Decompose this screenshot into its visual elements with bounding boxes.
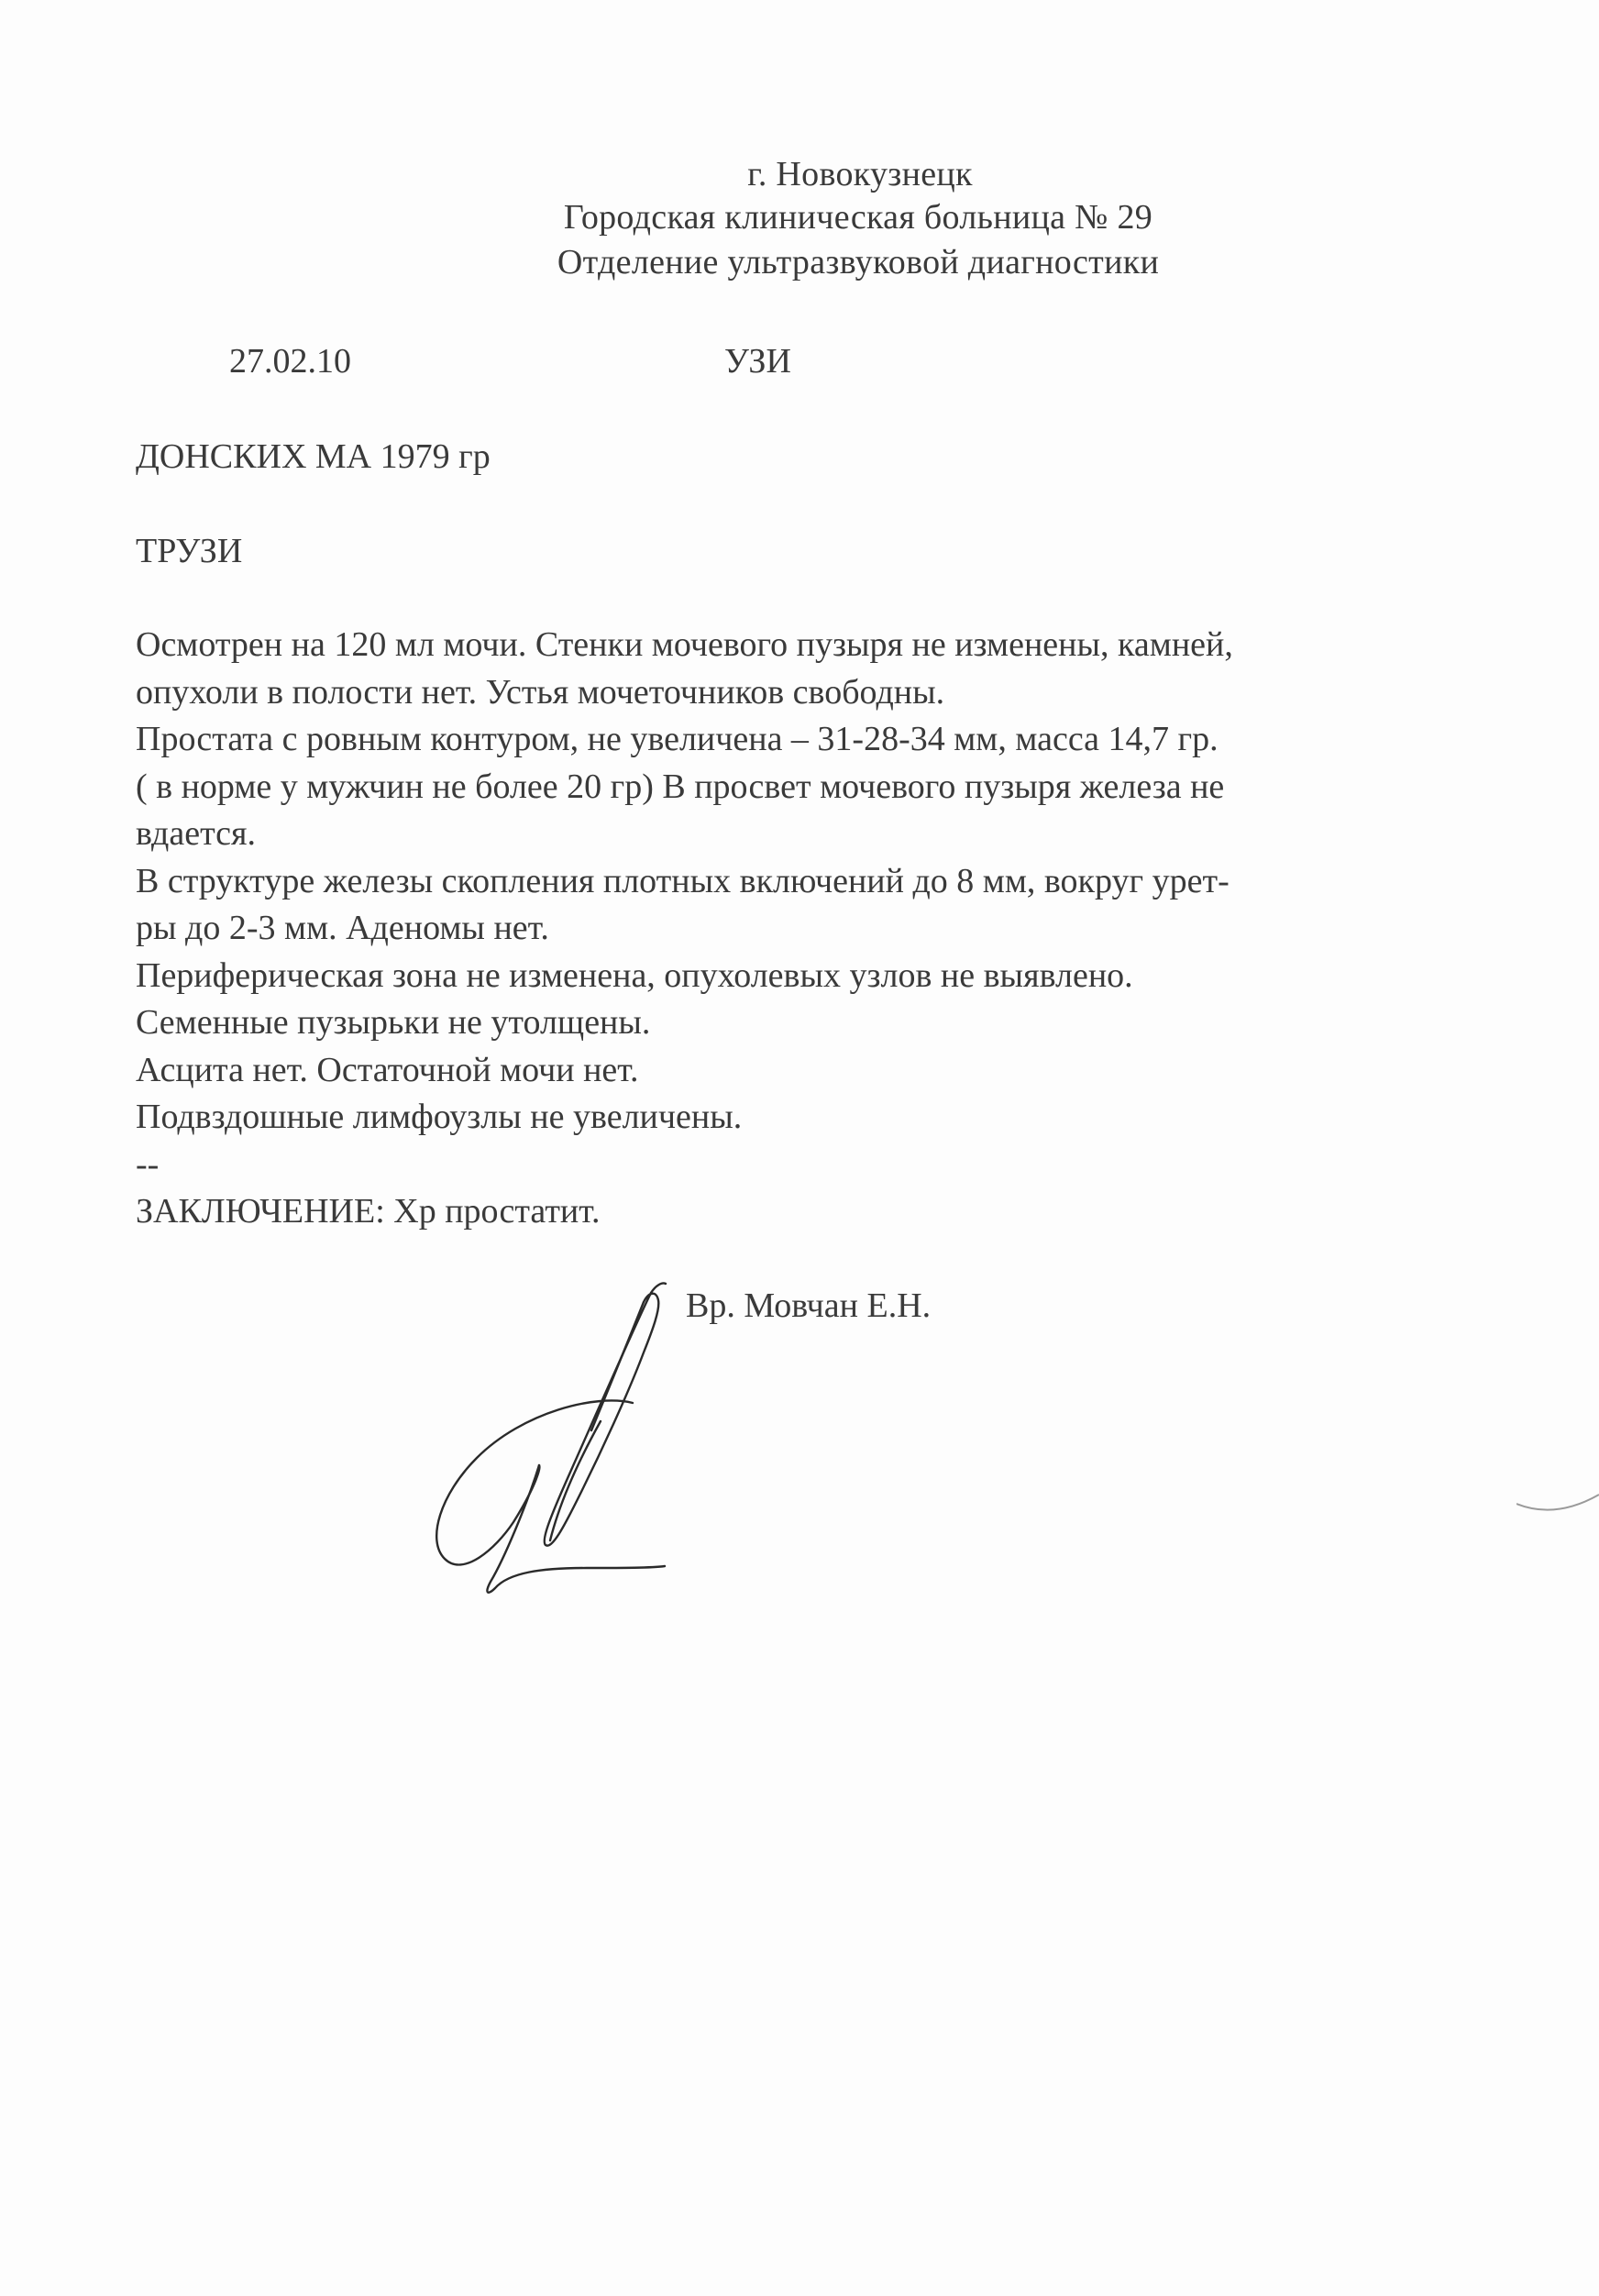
body-line: Простата с ровным контуром, не увеличена – 31-28-34 мм, масса 14,7 гр. bbox=[136, 720, 1219, 758]
doctor-name: Вр. Мовчан Е.Н. bbox=[686, 1286, 932, 1325]
body-line: опухоли в полости нет. Устья мочеточников свободны. bbox=[136, 672, 945, 712]
body-line: Асцита нет. Остаточной мочи нет. bbox=[136, 1050, 639, 1089]
body-line: ( в норме у мужчин не более 20 гр) В просвет мочевого пузыря железа не bbox=[136, 767, 1225, 806]
exam-method: ТРУЗИ bbox=[136, 532, 243, 570]
paper-edge-mark bbox=[1516, 1485, 1599, 1531]
header-hospital: Городская клиническая больница № 29 bbox=[563, 198, 1153, 237]
patient-name: ДОНСКИХ МА 1979 гр bbox=[136, 437, 491, 476]
body-line: Семенные пузырьки не утолщены. bbox=[136, 1003, 651, 1042]
conclusion-line: ЗАКЛЮЧЕНИЕ: Хр простатит. bbox=[136, 1192, 601, 1231]
handwritten-signature bbox=[403, 1265, 715, 1614]
body-line: В структуре железы скопления плотных включений до 8 мм, вокруг урет- bbox=[136, 861, 1230, 900]
report-date: 27.02.10 bbox=[229, 342, 351, 381]
separator-line: -- bbox=[136, 1144, 160, 1184]
report-title: УЗИ bbox=[724, 342, 791, 381]
body-line: Подвздошные лимфоузлы не увеличены. bbox=[136, 1098, 743, 1136]
body-line: вдается. bbox=[136, 814, 256, 853]
body-line: Осмотрен на 120 мл мочи. Стенки мочевого пузыря не изменены, камней, bbox=[136, 625, 1233, 664]
header-department: Отделение ультразвуковой диагностики bbox=[557, 243, 1160, 281]
body-line: ры до 2-3 мм. Аденомы нет. bbox=[136, 909, 549, 947]
header-city: г. Новокузнецк bbox=[747, 155, 973, 193]
body-line: Периферическая зона не изменена, опухолевых узлов не выявлено. bbox=[136, 955, 1133, 995]
report-body bbox=[136, 622, 1465, 1236]
